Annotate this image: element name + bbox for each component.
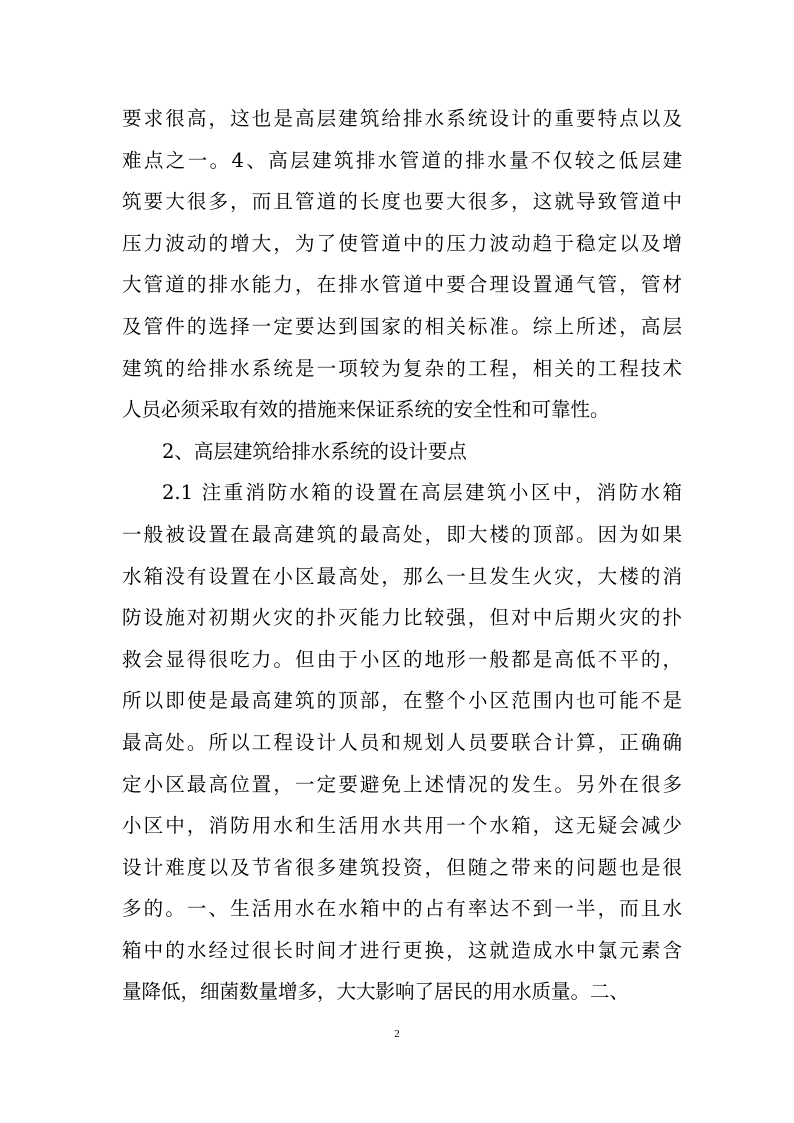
text-line: 量降低，细菌数量增多，大大影响了居民的用水质量。二、	[122, 980, 630, 1004]
text-line: 多的。一、生活用水在水箱中的占有率达不到一半，而且水	[122, 897, 682, 921]
text-line: 及管件的选择一定要达到国家的相关标准。综上所述，高层	[122, 314, 682, 338]
text-line: 2、高层建筑给排水系统的设计要点	[162, 439, 467, 463]
paragraph	[122, 472, 682, 1013]
page-number: 2	[394, 1028, 400, 1040]
text-line: 最高处。所以工程设计人员和规划人员要联合计算，正确确	[122, 730, 682, 754]
text-line: 小区中，消防用水和生活用水共用一个水箱，这无疑会减少	[122, 814, 682, 838]
text-line: 建筑的给排水系统是一项较为复杂的工程，相关的工程技术	[122, 356, 682, 380]
text-line: 2.1 注重消防水箱的设置在高层建筑小区中，消防水箱	[162, 481, 682, 505]
text-line: 一般被设置在最高建筑的最高处，即大楼的顶部。因为如果	[122, 522, 682, 546]
text-line: 定小区最高位置，一定要避免上述情况的发生。另外在很多	[122, 772, 682, 796]
paragraph	[122, 431, 682, 473]
text-line: 难点之一。4、高层建筑排水管道的排水量不仅较之低层建	[122, 148, 682, 172]
text-line: 箱中的水经过很长时间才进行更换，这就造成水中氯元素含	[122, 938, 682, 962]
text-line: 防设施对初期火灾的扑灭能力比较强，但对中后期火灾的扑	[122, 606, 682, 630]
text-line: 救会显得很吃力。但由于小区的地形一般都是高低不平的，	[122, 647, 682, 671]
text-line: 人员必须采取有效的措施来保证系统的安全性和可靠性。	[122, 398, 610, 422]
text-line: 要求很高，这也是高层建筑给排水系统设计的重要特点以及	[122, 107, 682, 130]
text-line: 筑要大很多，而且管道的长度也要大很多，这就导致管道中	[122, 190, 682, 214]
text-line: 压力波动的增大，为了使管道中的压力波动趋于稳定以及增	[122, 231, 682, 255]
text-line: 大管道的排水能力，在排水管道中要合理设置通气管，管材	[122, 273, 682, 297]
text-line: 所以即使是最高建筑的顶部，在整个小区范围内也可能不是	[122, 689, 682, 713]
text-line: 设计难度以及节省很多建筑投资，但随之带来的问题也是很	[122, 855, 682, 879]
page-body	[122, 98, 682, 1013]
text-line: 水箱没有设置在小区最高处，那么一旦发生火灾，大楼的消	[122, 564, 682, 588]
paragraph	[122, 98, 682, 431]
